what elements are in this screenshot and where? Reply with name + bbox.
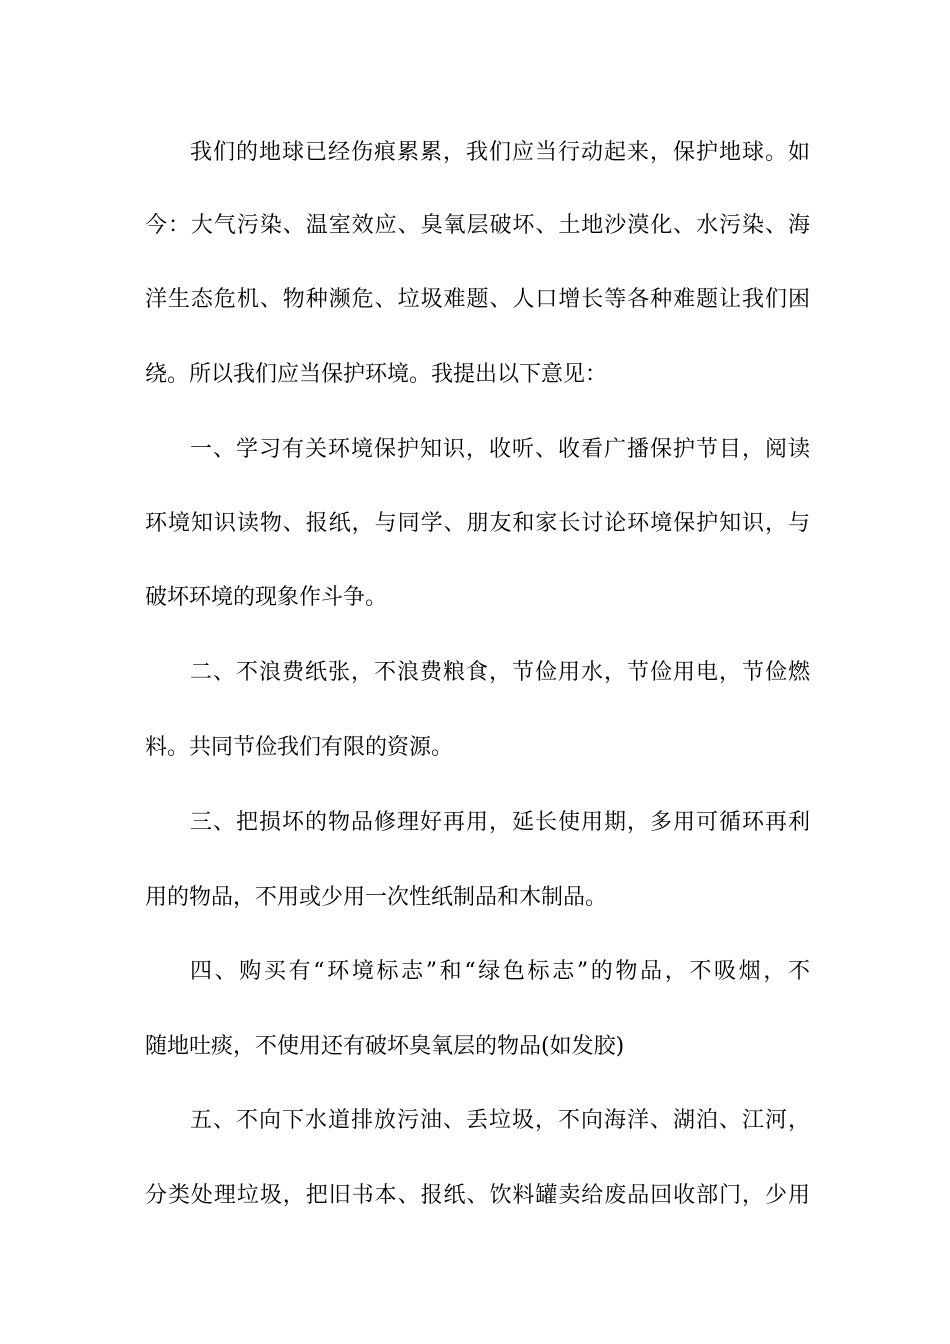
text-line: 一、学习有关环境保护知识，收听、收看广播保护节目，阅读 (190, 437, 810, 462)
text-line: 四、购买有“环境标志”和“绿色标志”的物品，不吸烟，不 (190, 959, 810, 984)
text-line: 破坏环境的现象作斗争。 (145, 585, 388, 610)
text-line: 三、把损坏的物品修理好再用，延长使用期，多用可循环再利 (190, 810, 810, 835)
text-line: 洋生态危机、物种濒危、垃圾难题、人口增长等各种难题让我们困 (145, 287, 810, 312)
text-line: 我们的地球已经伤痕累累，我们应当行动起来，保护地球。如 (190, 140, 810, 165)
text-line: 分类处理垃圾，把旧书本、报纸、饮料罐卖给废品回收部门，少用 (145, 1183, 810, 1208)
text-line: 随地吐痰，不使用还有破坏臭氧层的物品(如发胶) (145, 1034, 625, 1059)
text-line: 今：大气污染、温室效应、臭氧层破坏、土地沙漠化、水污染、海 (145, 213, 810, 238)
text-line: 二、不浪费纸张，不浪费粮食，节俭用水，节俭用电，节俭燃 (190, 660, 810, 685)
text-line: 五、不向下水道排放污油、丢垃圾，不向海洋、湖泊、江河， (190, 1108, 810, 1133)
text-line: 用的物品，不用或少用一次性纸制品和木制品。 (145, 885, 608, 910)
text-line: 料。共同节俭我们有限的资源。 (145, 735, 454, 760)
text-line: 绕。所以我们应当保护环境。我提出以下意见： (145, 362, 608, 387)
text-line: 环境知识读物、报纸，与同学、朋友和家长讨论环境保护知识，与 (145, 511, 810, 536)
